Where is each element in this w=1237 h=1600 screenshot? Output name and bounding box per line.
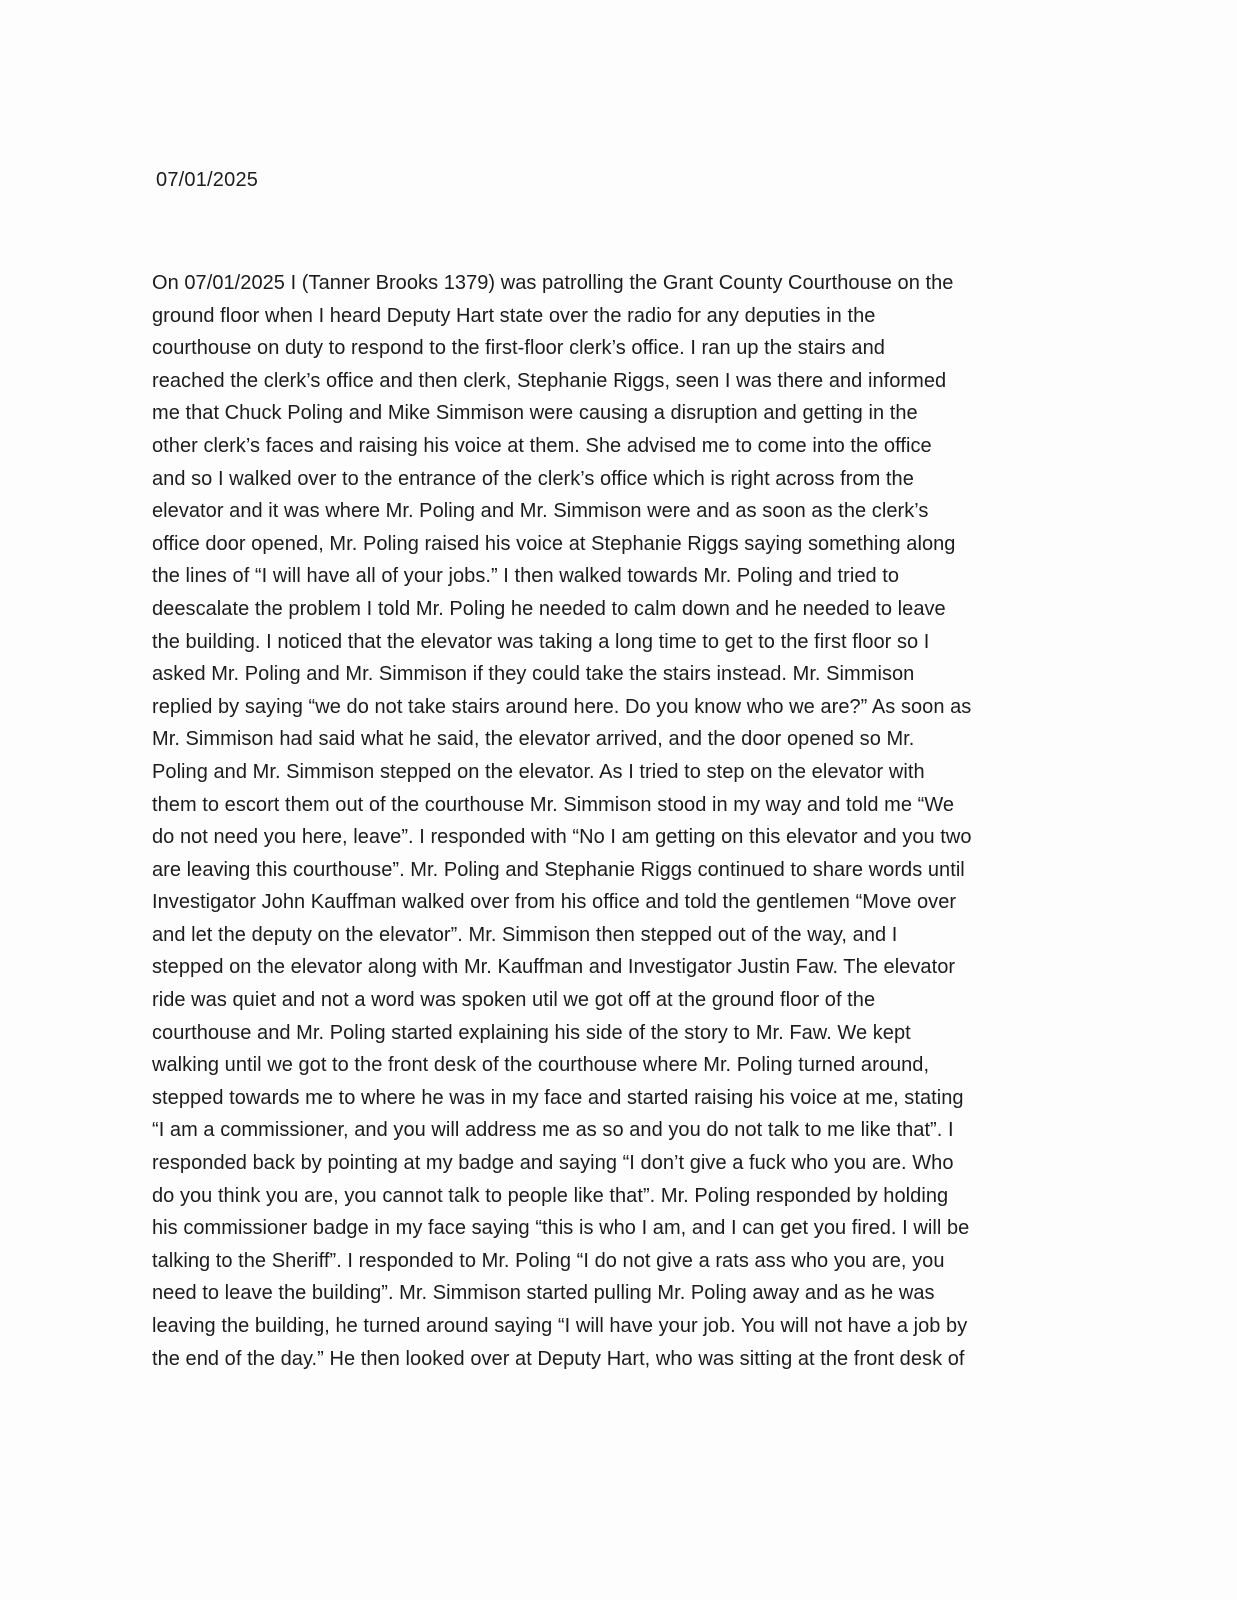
report-line: and let the deputy on the elevator”. Mr. Simmison then stepped out of the way, and I (152, 923, 898, 946)
report-date: 07/01/2025 (156, 169, 259, 191)
report-line: other clerk’s faces and raising his voice at them. She advised me to come into the office (152, 434, 932, 457)
report-line: me that Chuck Poling and Mike Simmison were causing a disruption and getting in the (152, 402, 918, 425)
report-line: replied by saying “we do not take stairs around here. Do you know who we are?” As soon as (152, 695, 972, 718)
report-line: talking to the Sheriff”. I responded to Mr. Poling “I do not give a rats ass who you are, you (152, 1249, 945, 1272)
report-line: need to leave the building”. Mr. Simmison started pulling Mr. Poling away and as he was (152, 1282, 935, 1305)
report-line: his commissioner badge in my face saying “this is who I am, and I can get you fired. I will be (152, 1217, 970, 1240)
report-line: courthouse on duty to respond to the first-floor clerk’s office. I ran up the stairs and (152, 337, 885, 360)
report-line: ride was quiet and not a word was spoken util we got off at the ground floor of the (152, 989, 876, 1012)
report-line: the lines of “I will have all of your jobs.” I then walked towards Mr. Poling and tried to (152, 565, 900, 588)
report-line: office door opened, Mr. Poling raised his voice at Stephanie Riggs saying something along (152, 532, 956, 555)
report-line: stepped on the elevator along with Mr. Kauffman and Investigator Justin Faw. The elevator (152, 956, 956, 979)
report-line: asked Mr. Poling and Mr. Simmison if they could take the stairs instead. Mr. Simmison (152, 663, 915, 686)
report-line: and so I walked over to the entrance of the clerk’s office which is right across from the (152, 467, 914, 490)
report-line: the end of the day.” He then looked over at Deputy Hart, who was sitting at the front desk of (152, 1347, 965, 1370)
report-line: ground floor when I heard Deputy Hart state over the radio for any deputies in the (152, 304, 876, 327)
report-line: do not need you here, leave”. I responded with “No I am getting on this elevator and you two (152, 826, 972, 849)
report-line: leaving the building, he turned around saying “I will have your job. You will not have a job by (152, 1315, 968, 1337)
report-line: Poling and Mr. Simmison stepped on the elevator. As I tried to step on the elevator with (152, 760, 925, 783)
report-line: reached the clerk’s office and then clerk, Stephanie Riggs, seen I was there and informed (152, 369, 947, 392)
report-line: “I am a commissioner, and you will address me as so and you do not talk to me like that”. I (152, 1119, 954, 1142)
report-line: courthouse and Mr. Poling started explaining his side of the story to Mr. Faw. We kept (152, 1021, 911, 1044)
report-line: walking until we got to the front desk of the courthouse where Mr. Poling turned around, (152, 1054, 930, 1077)
report-body (152, 267, 1062, 1375)
report-line: do you think you are, you cannot talk to people like that”. Mr. Poling responded by holding (152, 1184, 949, 1207)
report-line: the building. I noticed that the elevator was taking a long time to get to the first floor so I (152, 630, 930, 653)
report-line: are leaving this courthouse”. Mr. Poling and Stephanie Riggs continued to share words until (152, 858, 965, 881)
report-line: On 07/01/2025 I (Tanner Brooks 1379) was patrolling the Grant County Courthouse on the (152, 272, 954, 294)
report-line: elevator and it was where Mr. Poling and Mr. Simmison were and as soon as the clerk’s (152, 500, 929, 523)
report-line: them to escort them out of the courthouse Mr. Simmison stood in my way and told me “We (152, 793, 955, 816)
report-line: responded back by pointing at my badge and saying “I don’t give a fuck who you are. Who (152, 1152, 954, 1175)
report-line: deescalate the problem I told Mr. Poling he needed to calm down and he needed to leave (152, 597, 946, 620)
report-line: Investigator John Kauffman walked over from his office and told the gentlemen “Move over (152, 891, 957, 914)
report-line: stepped towards me to where he was in my face and started raising his voice at me, stating (152, 1086, 964, 1109)
report-line: Mr. Simmison had said what he said, the elevator arrived, and the door opened so Mr. (152, 728, 915, 751)
